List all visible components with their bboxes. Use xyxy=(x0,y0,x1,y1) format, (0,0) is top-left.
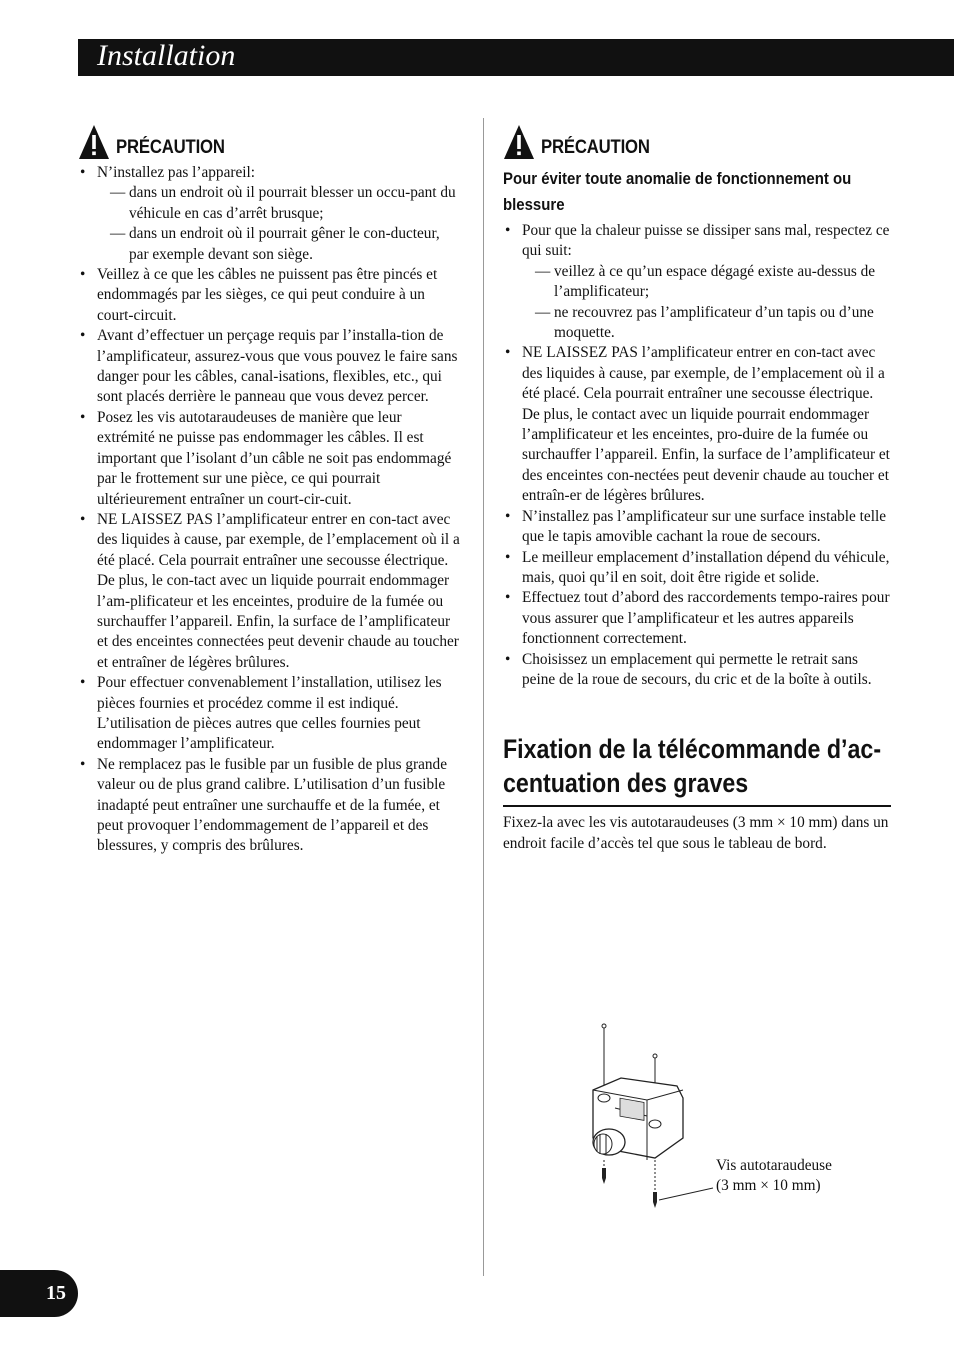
page-number: 15 xyxy=(46,1282,66,1304)
list-item: • Avant d’effectuer un perçage requis par l’installa-tion de l’amplificateur, assurez-vous que vous pouvez le faire sans danger pour les câbles, canal-isations, flexibles, etc., qui sont placés derrière le panneau que vous devez percer. xyxy=(78,326,463,408)
section-body: Fixez-la avec les vis autotaraudeuses (3 mm × 10 mm) dans un endroit facile d’accès tel que sous le tableau de bord. xyxy=(503,814,889,852)
caution-title: PRÉCAUTION xyxy=(541,137,650,158)
right-caution-header xyxy=(503,120,891,160)
column-divider xyxy=(483,118,484,1276)
sub-item: — veillez à ce qu’un espace dégagé existe au-dessus de l’amplificateur; xyxy=(535,262,876,301)
list-item: • Le meilleur emplacement d’installation dépend du véhicule, mais, quoi qu’il en soit, doit être rigide et solide. xyxy=(503,548,891,589)
caution-subheading: Pour éviter toute anomalie de fonctionnement ou blessure xyxy=(503,169,852,214)
list-item: • Ne remplacez pas le fusible par un fusible de plus grande valeur ou de plus grand calibre. L’utilisation d’un fusible inadapté peut entraîner une surchauffe et de la fumée, et peut provoquer l’endommagement de l’appareil et des blessures, y compris des brûlures. xyxy=(78,755,463,857)
list-item: • NE LAISSEZ PAS l’amplificateur entrer en con-tact avec des liquides à cause, par exemple, de l’emplacement où il a été placé. Cela pourrait entraîner une secousse électrique. De plus, le con-tact avec un liquide pourrait endommager l’am-plificateur et les enceintes, produire de la fumée ou surchauffer l’appareil. Enfin, la surface de l’amplificateur et des enceintes connectées peut devenir chaude au toucher et entraîner de légères brûlures. xyxy=(78,510,463,673)
sub-item: — dans un endroit où il pourrait gêner le con-ducteur, par exemple devant son siège. xyxy=(110,225,440,263)
list-item: • Veillez à ce que les câbles ne puissent pas être pincés et endommagés par les sièges, ce qui peut conduire à un court-circuit. xyxy=(78,265,463,326)
list-item: • Effectuez tout d’abord des raccordements tempo-raires pour vous assurer que l’amplificateur et les autres appareils fonctionnent correctement. xyxy=(503,588,891,649)
list-item: • N’installez pas l’amplificateur sur une surface instable telle que le tapis amovible cachant la roue de secours. xyxy=(503,507,891,548)
right-column xyxy=(503,120,891,854)
list-item-continuation: De plus, le contact avec un liquide pourrait endommager l’amplificateur et les enceintes, pro-duire de la fumée ou surchauffer l’appareil. Enfin, la surface de l’amplificateur et des enceintes con-nectées peut devenir chaude au toucher et entraîn-er de légères brûlures. xyxy=(522,405,890,505)
left-caution-header xyxy=(78,120,463,160)
list-item: • Pour que la chaleur puisse se dissiper sans mal, respectez ce qui suit: — veillez à ce qu’un espace dégagé existe au-dessus de l’amplificateur; — ne recouvrez pas l’amplificateur d’un tapis ou d’une moquette. xyxy=(503,221,891,343)
warning-icon xyxy=(503,124,535,160)
list-item: • Posez les vis autotaraudeuses de manière que leur extrémité ne puisse pas endommager les câbles. Il est important que l’isolant d’un câble ne soit pas endommagé par le frottement sur une pièce, ce qui pourrait ultérieurement entraîner un court-cir-cuit. xyxy=(78,408,463,510)
sub-item: — ne recouvrez pas l’amplificateur d’un tapis ou d’une moquette. xyxy=(535,303,874,342)
list-item: • Pour effectuer convenablement l’installation, utilisez les pièces fournies et procédez comme il est indiqué. L’utilisation de pièces autres que celles fournies peut endommager l’amplificateur. xyxy=(78,673,463,755)
left-bullet-list xyxy=(78,163,463,857)
right-bullet-list xyxy=(503,221,891,690)
page-number-tab xyxy=(0,1270,78,1317)
section-rule xyxy=(503,805,891,807)
figure-caption: Vis autotaraudeuse (3 mm × 10 mm) xyxy=(716,1157,832,1194)
warning-icon xyxy=(78,124,110,160)
section-heading: Fixation de la télécommande d’ac-centuation des graves xyxy=(503,734,882,799)
list-item: • Choisissez un emplacement qui permette le retrait sans peine de la roue de secours, du cric et de la boîte à outils. xyxy=(503,650,891,691)
list-item: • N’installez pas l’appareil: — dans un endroit où il pourrait blesser un occu-pant du véhicule en cas d’arrêt brusque; — dans un endroit où il pourrait gêner le con-ducteur, par exemple devant son siège. xyxy=(78,163,463,265)
list-item: • NE LAISSEZ PAS l’amplificateur entrer en con-tact avec des liquides à cause, par exemple, de l’emplacement où il a été placé. Cela pourrait entraîner une secousse électrique. De plus, le contact avec un liquide pourrait endommager l’amplificateur et les enceintes, pro-duire de la fumée ou surchauffer l’appareil. Enfin, la surface de l’amplificateur et des enceintes con-nectées peut devenir chaude au toucher et entraîn-er de légères brûlures. xyxy=(503,343,891,506)
caution-title: PRÉCAUTION xyxy=(116,137,225,158)
sub-item: — dans un endroit où il pourrait blesser un occu-pant du véhicule en cas d’arrêt brusque; xyxy=(110,184,456,222)
page-title: Installation xyxy=(97,39,236,72)
left-column xyxy=(78,120,463,857)
